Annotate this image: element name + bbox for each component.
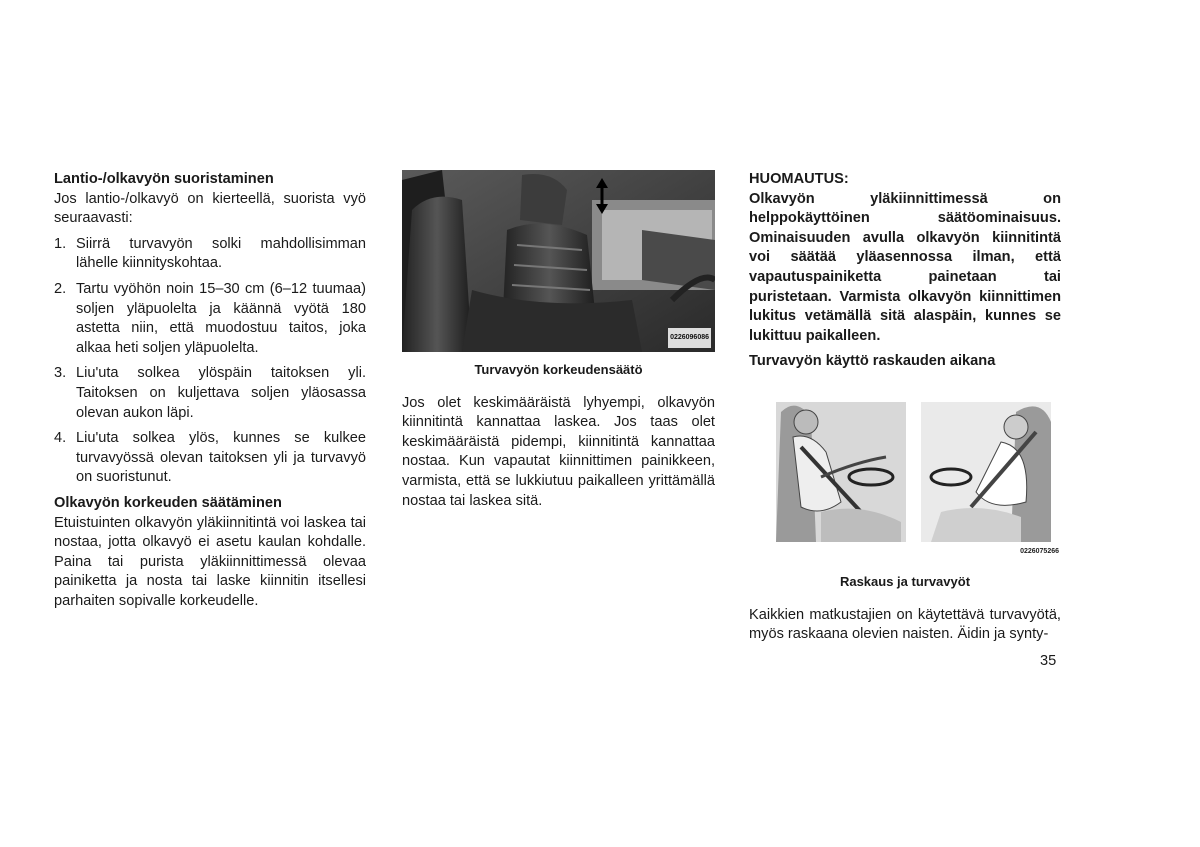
pregnant-driver-illustration	[761, 392, 1061, 564]
list-item: 2. Tartu vyöhön noin 15–30 cm (6–12 tuumaa) soljen yläpuolelta ja käännä vyötä 180 astetta niin, että muodostuu taitos, joka alkaa heti soljen yläpuolelta.	[54, 280, 366, 356]
figure-caption: Turvavyön korkeudensäätö	[474, 362, 643, 377]
steps-list	[54, 235, 366, 488]
section-heading-pregnancy: Turvavyön käyttö raskauden aikana	[749, 353, 996, 370]
note-text: Olkavyön yläkiinnittimessä on helppokäyttöinen säätöominaisuus. Ominaisuuden avulla olkavyön kiinnitintä voi säätää yläasennossa ilman, että vapautuspainiketta painetaan tai puristetaan. Varmista olkavyön kiinnittimen lukitus vetämällä sitä alaspäin, kunnes se lukittuu paikalleen.	[749, 190, 1061, 344]
height-adjust-paragraph: Etuistuinten olkavyön yläkiinnitintä voi laskea tai nostaa, jotta olkavyö ei asetu kaulan kohdalle. Paina tai purista yläkiinnittimessä olevaa painiketta ja nosta tai laske kiinnitin itsellesi parhaiten sopivalle korkeudelle.	[54, 514, 366, 609]
section-heading-straightening: Lantio-/olkavyön suoristaminen	[54, 171, 274, 187]
page-number: 35	[1040, 653, 1057, 669]
image-code: 0226075266	[1020, 548, 1059, 556]
seat-belt-height-photo	[402, 170, 715, 352]
image-code: 0226096086	[668, 328, 711, 348]
left-column	[54, 170, 366, 611]
intro-paragraph: Jos lantio-/olkavyö on kierteellä, suorista vyö seuraavasti:	[54, 190, 366, 227]
list-item: 1. Siirrä turvavyön solki mahdollisimman lähelle kiinnityskohtaa.	[54, 235, 366, 272]
height-paragraph: Jos olet keskimääräistä lyhyempi, olkavyön kiinnitintä kannattaa laskea. Jos taas olet keskimääräistä pidempi, kiinnitintä kannattaa nostaa. Kun vapautat kiinnittimen painikkeen, varmista, että se lukkiutuu paikalleen yrittämällä nostaa tai laskea sitä.	[402, 394, 715, 509]
figure-caption: Raskaus ja turvavyöt	[839, 573, 971, 589]
list-item: 3. Liu'uta solkea ylöspäin taitoksen yli. Taitoksen on kuljettava soljen yläosassa olevan aukon läpi.	[54, 365, 366, 421]
pregnancy-seatbelt-illustration	[761, 392, 1061, 564]
section-heading-height-adjust: Olkavyön korkeuden säätäminen	[54, 494, 282, 511]
car-seat-illustration	[402, 170, 715, 352]
right-column	[749, 170, 1061, 645]
note-title: HUOMAUTUS:	[749, 171, 849, 187]
pregnancy-paragraph: Kaikkien matkustajien on käytettävä turvavyötä, myös raskaana olevien naisten. Äidin ja synty-	[749, 606, 1061, 643]
middle-column	[402, 170, 715, 511]
list-item: 4. Liu'uta solkea ylös, kunnes se kulkee turvavyössä olevan taitoksen yli ja turvavyö on suoristunut.	[54, 430, 366, 486]
